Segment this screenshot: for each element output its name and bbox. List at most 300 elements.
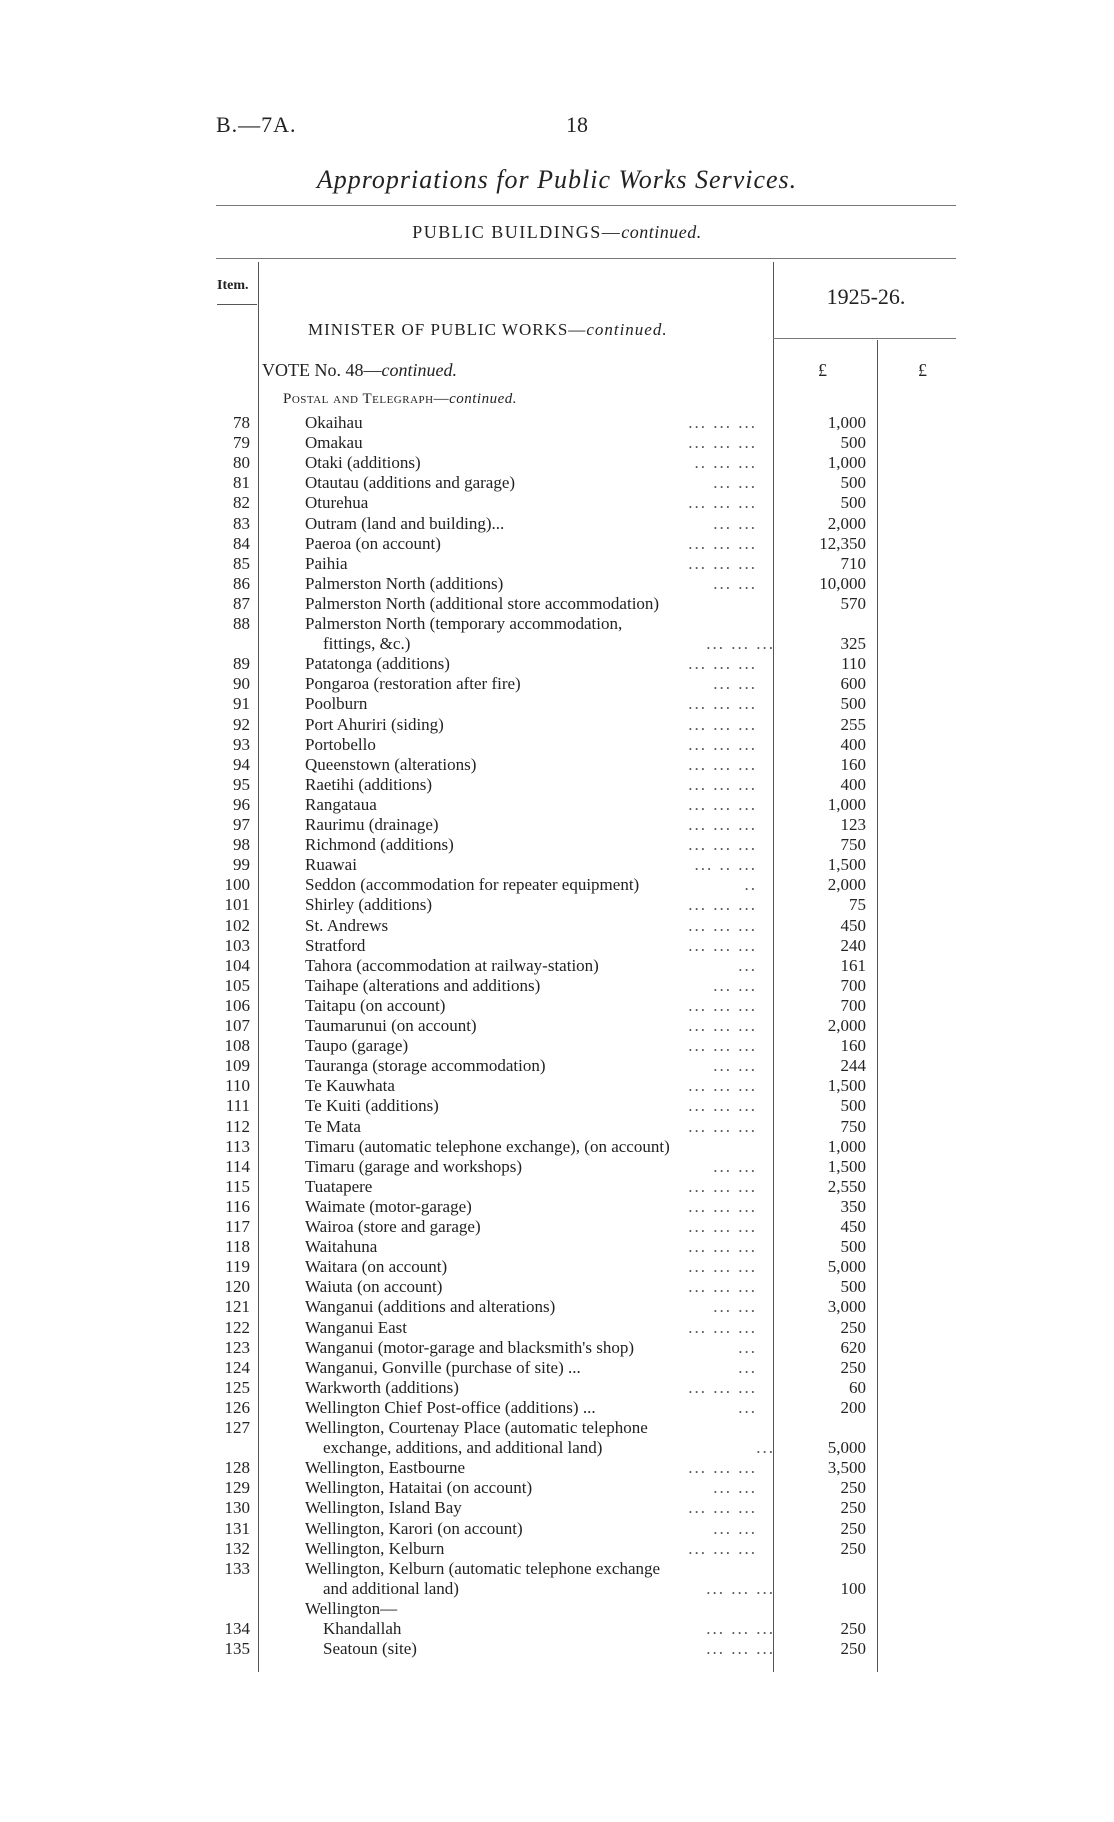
leader-dots: ... .. ... xyxy=(694,855,757,875)
item-description xyxy=(305,1539,765,1559)
item-description xyxy=(305,976,765,996)
table-row xyxy=(0,514,1114,534)
item-description-text: Taihape (alterations and additions) xyxy=(305,975,541,995)
item-number: 111 xyxy=(225,1096,250,1116)
item-description xyxy=(305,1418,765,1438)
item-number: 121 xyxy=(224,1297,250,1317)
item-number: 125 xyxy=(224,1377,250,1397)
item-description xyxy=(305,956,765,976)
item-amount: 500 xyxy=(840,694,866,714)
item-description-text: Stratford xyxy=(305,935,366,955)
leader-dots: ... ... ... xyxy=(688,553,757,573)
item-amount: 160 xyxy=(840,1036,866,1056)
item-number: 93 xyxy=(233,734,250,754)
table-row xyxy=(0,936,1114,956)
table-row xyxy=(0,956,1114,976)
item-description-text: Tuatapere xyxy=(305,1176,373,1196)
leader-dots: ... ... ... xyxy=(706,1578,775,1598)
leader-dots: ... ... ... xyxy=(688,694,757,714)
item-number: 104 xyxy=(224,955,250,975)
leader-dots: ... xyxy=(756,1438,775,1458)
leader-dots: ... ... ... xyxy=(688,1196,757,1216)
item-description xyxy=(305,1056,765,1076)
item-number: 132 xyxy=(224,1538,250,1558)
item-amount: 5,000 xyxy=(827,1438,866,1458)
item-description-text: and additional land) xyxy=(323,1578,459,1598)
item-amount: 1,000 xyxy=(827,413,866,432)
leader-dots: .. ... ... xyxy=(694,453,757,473)
title-rule xyxy=(216,205,956,206)
item-description xyxy=(323,1579,783,1599)
item-description xyxy=(323,1619,783,1639)
item-description-text: Seddon (accommodation for repeater equipment) xyxy=(305,875,640,895)
item-description xyxy=(305,1277,765,1297)
item-description-text: Timaru (automatic telephone exchange), (on account) xyxy=(305,1136,670,1156)
item-description-text: Te Kuiti (additions) xyxy=(305,1096,439,1116)
table-row xyxy=(0,1137,1114,1157)
table-row xyxy=(0,1117,1114,1137)
leader-dots: ... ... ... xyxy=(688,835,757,855)
table-row xyxy=(0,1498,1114,1518)
currency-symbol-col2: £ xyxy=(918,360,927,380)
leader-dots: ... ... ... xyxy=(688,895,757,915)
item-number: 82 xyxy=(233,493,250,513)
item-amount: 350 xyxy=(840,1196,866,1216)
item-amount: 10,000 xyxy=(819,573,866,593)
leader-dots: ... ... ... xyxy=(688,815,757,834)
leader-dots: .. xyxy=(744,875,757,895)
item-amount: 123 xyxy=(840,815,866,834)
item-description-text: Taumarunui (on account) xyxy=(305,1016,477,1035)
table-row xyxy=(0,875,1114,895)
item-description-text: Wellington Chief Post-office (additions) ... xyxy=(305,1397,596,1417)
leader-dots: ... ... ... xyxy=(688,1377,757,1397)
item-description-text: Wellington, Courtenay Place (automatic telephone xyxy=(305,1418,648,1437)
item-amount: 250 xyxy=(840,1357,866,1377)
item-description xyxy=(305,996,765,1016)
item-amount: 250 xyxy=(840,1538,866,1558)
item-description xyxy=(305,1458,765,1478)
leader-dots: ... ... ... xyxy=(688,433,757,453)
item-description xyxy=(305,835,765,855)
table-row xyxy=(0,1619,1114,1639)
page-number: 18 xyxy=(566,112,588,137)
item-description xyxy=(305,1498,765,1518)
item-amount: 5,000 xyxy=(827,1257,866,1277)
item-description xyxy=(305,1217,765,1237)
vote-heading-continued: continued. xyxy=(381,360,457,380)
leader-dots: ... ... xyxy=(713,1056,757,1076)
item-amount: 500 xyxy=(840,433,866,453)
table-row xyxy=(0,1257,1114,1277)
item-description xyxy=(305,534,765,554)
leader-dots: ... ... ... xyxy=(688,1116,757,1136)
item-description xyxy=(305,433,765,453)
item-number: 112 xyxy=(225,1116,250,1136)
item-number: 106 xyxy=(224,995,250,1015)
item-description xyxy=(305,554,765,574)
item-number: 92 xyxy=(233,714,250,734)
item-description-text: Raetihi (additions) xyxy=(305,774,433,794)
item-description xyxy=(305,1257,765,1277)
table-row xyxy=(0,654,1114,674)
item-amount: 500 xyxy=(840,1237,866,1257)
table-top-rule xyxy=(216,258,956,259)
item-amount: 570 xyxy=(840,593,866,613)
item-number: 123 xyxy=(224,1337,250,1357)
leader-dots: ... ... ... xyxy=(688,413,757,432)
item-description-text: Wellington, Eastbourne xyxy=(305,1458,466,1478)
item-amount: 110 xyxy=(841,654,866,674)
item-amount: 1,000 xyxy=(827,453,866,473)
leader-dots: ... ... ... xyxy=(688,1498,757,1518)
item-description-text: Okaihau xyxy=(305,413,363,432)
item-number: 95 xyxy=(233,774,250,794)
item-description xyxy=(305,1297,765,1317)
leader-dots: ... ... xyxy=(713,573,757,593)
item-amount: 75 xyxy=(849,895,866,915)
leader-dots: ... ... ... xyxy=(688,995,757,1015)
item-description-text: Wellington— xyxy=(305,1598,398,1618)
item-description-text: Omakau xyxy=(305,433,363,453)
leader-dots: ... ... ... xyxy=(706,634,775,654)
item-description-text: Palmerston North (temporary accommodation, xyxy=(305,614,623,633)
item-description xyxy=(305,735,765,755)
item-description xyxy=(323,634,783,654)
item-description-text: Wellington, Hataitai (on account) xyxy=(305,1478,533,1498)
leader-dots: ... ... ... xyxy=(688,734,757,754)
table-row xyxy=(0,493,1114,513)
item-amount: 3,500 xyxy=(827,1458,866,1478)
table-row xyxy=(0,1217,1114,1237)
page-title: Appropriations for Public Works Services. xyxy=(316,165,798,194)
table-row xyxy=(0,715,1114,735)
leader-dots: ... ... ... xyxy=(688,1317,757,1337)
item-description xyxy=(305,1478,765,1498)
item-description-text: Port Ahuriri (siding) xyxy=(305,714,444,734)
item-description xyxy=(305,594,765,614)
table-row xyxy=(0,1579,1114,1599)
item-description xyxy=(305,1358,765,1378)
item-amount: 1,000 xyxy=(827,1136,866,1156)
item-number: 115 xyxy=(225,1176,250,1196)
item-amount: 100 xyxy=(840,1578,866,1598)
leader-dots: ... ... ... xyxy=(688,1016,757,1035)
leader-dots: ... ... ... xyxy=(688,714,757,734)
year-column-header: 1925-26. xyxy=(826,284,906,309)
item-amount: 160 xyxy=(840,754,866,774)
leader-dots: ... ... ... xyxy=(688,1237,757,1257)
item-description xyxy=(323,1639,783,1659)
item-description xyxy=(305,1177,765,1197)
item-description xyxy=(305,855,765,875)
item-description xyxy=(305,715,765,735)
item-amount: 450 xyxy=(840,915,866,935)
item-description xyxy=(305,1157,765,1177)
item-number: 107 xyxy=(224,1016,250,1035)
item-description xyxy=(305,574,765,594)
item-description xyxy=(305,473,765,493)
item-number: 98 xyxy=(233,835,250,855)
item-amount: 1,500 xyxy=(827,1156,866,1176)
minister-heading-main: MINISTER OF PUBLIC WORKS— xyxy=(308,320,587,339)
item-description xyxy=(305,1197,765,1217)
item-description-text: Tahora (accommodation at railway-station) xyxy=(305,955,599,975)
table-row xyxy=(0,1438,1114,1458)
table-row xyxy=(0,735,1114,755)
item-amount: 244 xyxy=(840,1056,866,1076)
table-row xyxy=(0,895,1114,915)
table-row xyxy=(0,1297,1114,1317)
item-description-text: Wanganui (additions and alterations) xyxy=(305,1297,556,1317)
item-description-text: Wellington, Kelburn xyxy=(305,1538,445,1558)
table-row xyxy=(0,1197,1114,1217)
item-description-text: St. Andrews xyxy=(305,915,389,935)
table-row xyxy=(0,453,1114,473)
item-number: 105 xyxy=(224,975,250,995)
item-description-text: Paihia xyxy=(305,553,348,573)
item-description-text: Khandallah xyxy=(323,1619,402,1638)
item-amount: 2,000 xyxy=(827,875,866,895)
table-row xyxy=(0,1519,1114,1539)
item-description-text: Shirley (additions) xyxy=(305,895,433,915)
item-description-text: Waiuta (on account) xyxy=(305,1277,443,1297)
item-number: 103 xyxy=(224,935,250,955)
item-description xyxy=(305,1519,765,1539)
table-row xyxy=(0,1056,1114,1076)
item-number: 88 xyxy=(233,614,250,633)
leader-dots: ... ... ... xyxy=(706,1619,775,1638)
item-amount: 250 xyxy=(840,1478,866,1498)
leader-dots: ... ... ... xyxy=(688,1257,757,1277)
item-amount: 500 xyxy=(840,1096,866,1116)
item-number: 86 xyxy=(233,573,250,593)
table-row xyxy=(0,1157,1114,1177)
item-description xyxy=(305,413,765,433)
item-description-text: Richmond (additions) xyxy=(305,835,454,855)
leader-dots: ... ... ... xyxy=(688,1036,757,1056)
item-number: 119 xyxy=(225,1257,250,1277)
table-row xyxy=(0,694,1114,714)
item-amount: 1,500 xyxy=(827,855,866,875)
item-amount: 250 xyxy=(840,1619,866,1638)
item-number: 118 xyxy=(225,1237,250,1257)
leader-dots: ... ... ... xyxy=(688,1217,757,1236)
leader-dots: ... xyxy=(738,1397,757,1417)
leader-dots: ... ... ... xyxy=(688,1076,757,1096)
table-row xyxy=(0,1096,1114,1116)
item-description xyxy=(305,1599,765,1619)
table-row xyxy=(0,1358,1114,1378)
table-row xyxy=(0,614,1114,634)
item-description-text: Wanganui, Gonville (purchase of site) ... xyxy=(305,1357,581,1377)
table-row xyxy=(0,1237,1114,1257)
item-description-text: Tauranga (storage accommodation) xyxy=(305,1056,546,1076)
leader-dots: ... ... xyxy=(713,1518,757,1538)
item-number: 135 xyxy=(224,1639,250,1659)
leader-dots: ... ... ... xyxy=(706,1639,775,1659)
item-amount: 2,550 xyxy=(827,1176,866,1196)
item-amount: 2,000 xyxy=(827,513,866,533)
table-row xyxy=(0,534,1114,554)
item-number: 96 xyxy=(233,794,250,814)
item-description-text: Rangataua xyxy=(305,794,377,814)
table-row xyxy=(0,775,1114,795)
vote-heading xyxy=(262,360,457,381)
item-description xyxy=(305,795,765,815)
table-row xyxy=(0,1318,1114,1338)
item-number: 102 xyxy=(224,915,250,935)
section-heading-main: PUBLIC BUILDINGS— xyxy=(412,222,622,242)
leader-dots: ... ... ... xyxy=(688,1096,757,1116)
subsection-heading-main: Postal and Telegraph— xyxy=(283,391,450,407)
vote-heading-main: VOTE No. 48— xyxy=(262,360,382,380)
item-description-text: Wanganui (motor-garage and blacksmith's shop) xyxy=(305,1337,634,1357)
table-row xyxy=(0,1478,1114,1498)
table-row xyxy=(0,1016,1114,1036)
leader-dots: ... ... xyxy=(713,473,757,493)
item-description-text: Otautau (additions and garage) xyxy=(305,473,516,493)
item-description-text: Raurimu (drainage) xyxy=(305,815,439,834)
item-number: 113 xyxy=(225,1136,250,1156)
item-number: 78 xyxy=(233,413,250,432)
item-description xyxy=(305,694,765,714)
section-heading xyxy=(0,222,1114,243)
item-amount: 255 xyxy=(840,714,866,734)
section-heading-continued: continued. xyxy=(621,222,702,242)
item-number: 127 xyxy=(224,1418,250,1437)
item-description-text: Te Mata xyxy=(305,1116,361,1136)
item-column-header: Item. xyxy=(217,278,249,293)
table-row xyxy=(0,916,1114,936)
item-description xyxy=(305,514,765,534)
item-number: 80 xyxy=(233,453,250,473)
item-number: 91 xyxy=(233,694,250,714)
item-description xyxy=(305,775,765,795)
item-description-text: Warkworth (additions) xyxy=(305,1377,459,1397)
item-description-text: Te Kauwhata xyxy=(305,1076,395,1096)
item-description xyxy=(305,755,765,775)
item-number: 79 xyxy=(233,433,250,453)
year-header-rule xyxy=(773,338,956,339)
item-number: 97 xyxy=(233,815,250,834)
item-number: 84 xyxy=(233,533,250,553)
item-description xyxy=(305,674,765,694)
item-description-text: Oturehua xyxy=(305,493,369,513)
leader-dots: ... ... ... xyxy=(688,774,757,794)
item-number: 122 xyxy=(224,1317,250,1337)
item-number: 109 xyxy=(224,1056,250,1076)
item-description xyxy=(305,1036,765,1056)
table-row xyxy=(0,1277,1114,1297)
table-row xyxy=(0,1458,1114,1478)
item-description xyxy=(305,815,765,835)
table-row xyxy=(0,795,1114,815)
item-number: 108 xyxy=(224,1036,250,1056)
item-description-text: Pongaroa (restoration after fire) xyxy=(305,674,521,694)
table-row xyxy=(0,1539,1114,1559)
item-description xyxy=(305,493,765,513)
leader-dots: ... ... ... xyxy=(688,754,757,774)
table-row xyxy=(0,1398,1114,1418)
item-number: 130 xyxy=(224,1498,250,1518)
item-description xyxy=(305,1016,765,1036)
leader-dots: ... ... ... xyxy=(688,1458,757,1478)
item-number: 89 xyxy=(233,654,250,674)
item-description xyxy=(305,936,765,956)
item-number: 133 xyxy=(224,1558,250,1578)
item-amount: 600 xyxy=(840,674,866,694)
item-description xyxy=(305,1559,765,1579)
item-description-text: Waimate (motor-garage) xyxy=(305,1196,472,1216)
item-number: 99 xyxy=(233,855,250,875)
item-amount: 750 xyxy=(840,835,866,855)
table-row xyxy=(0,674,1114,694)
item-amount: 250 xyxy=(840,1639,866,1659)
table-row xyxy=(0,1338,1114,1358)
table-row xyxy=(0,554,1114,574)
item-number: 131 xyxy=(224,1518,250,1538)
item-description xyxy=(305,895,765,915)
item-description-text: Queenstown (alterations) xyxy=(305,754,477,774)
item-number: 128 xyxy=(224,1458,250,1478)
item-description-text: Taupo (garage) xyxy=(305,1036,409,1056)
item-description xyxy=(305,1096,765,1116)
item-number: 117 xyxy=(225,1217,250,1236)
leader-dots: ... ... xyxy=(713,513,757,533)
item-amount: 450 xyxy=(840,1217,866,1236)
item-description-text: Palmerston North (additions) xyxy=(305,573,504,593)
item-description-text: exchange, additions, and additional land) xyxy=(323,1438,603,1458)
table-row xyxy=(0,1177,1114,1197)
item-description-text: Seatoun (site) xyxy=(323,1639,417,1659)
table-row xyxy=(0,835,1114,855)
item-amount: 60 xyxy=(849,1377,866,1397)
item-amount: 750 xyxy=(840,1116,866,1136)
document-reference: B.—7A. xyxy=(216,112,297,137)
item-description xyxy=(305,453,765,473)
minister-heading xyxy=(308,320,668,340)
item-number: 94 xyxy=(233,754,250,774)
leader-dots: ... ... xyxy=(713,1297,757,1317)
item-amount: 3,000 xyxy=(827,1297,866,1317)
item-description xyxy=(305,916,765,936)
item-amount: 500 xyxy=(840,1277,866,1297)
item-description-text: Waitahuna xyxy=(305,1237,378,1257)
item-number: 101 xyxy=(224,895,250,915)
item-description xyxy=(323,1438,783,1458)
item-amount: 620 xyxy=(840,1337,866,1357)
table-row xyxy=(0,855,1114,875)
item-description-text: Wellington, Island Bay xyxy=(305,1498,462,1518)
leader-dots: ... ... ... xyxy=(688,794,757,814)
leader-dots: ... ... ... xyxy=(688,654,757,674)
item-amount: 250 xyxy=(840,1317,866,1337)
table-row xyxy=(0,1418,1114,1438)
item-amount: 700 xyxy=(840,975,866,995)
leader-dots: ... ... xyxy=(713,674,757,694)
item-description-text: Timaru (garage and workshops) xyxy=(305,1156,523,1176)
item-description-text: Outram (land and building)... xyxy=(305,513,505,533)
item-description-text: Wairoa (store and garage) xyxy=(305,1217,481,1236)
leader-dots: ... xyxy=(738,955,757,975)
leader-dots: ... ... xyxy=(713,975,757,995)
item-description-text: Patatonga (additions) xyxy=(305,654,450,674)
table-row xyxy=(0,1559,1114,1579)
table-row xyxy=(0,473,1114,493)
item-amount: 400 xyxy=(840,774,866,794)
table-row xyxy=(0,1639,1114,1659)
